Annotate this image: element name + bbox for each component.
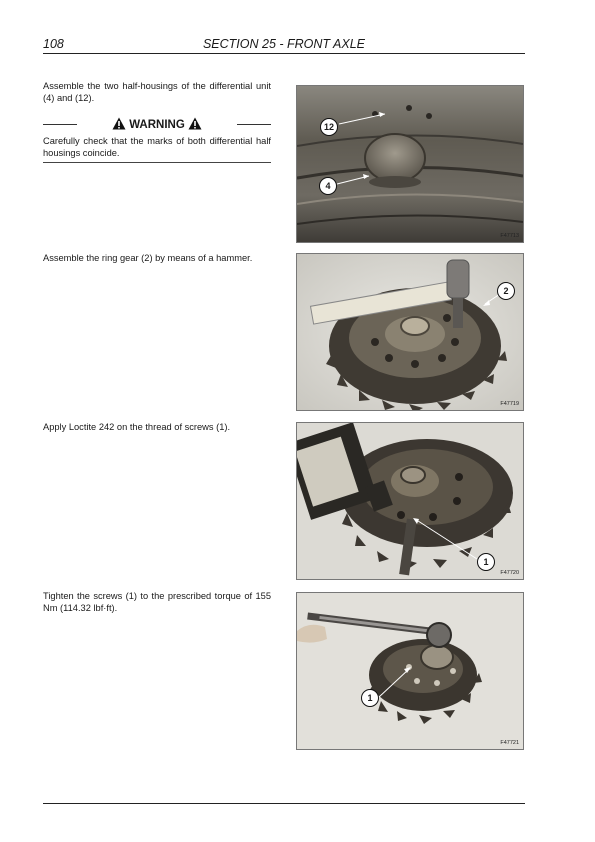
- step-3-text: Apply Loctite 242 on the thread of screws (1).: [43, 422, 231, 432]
- callout-2: 2: [497, 282, 515, 300]
- step-1-text: Assemble the two half-housings of the differential unit (4) and (12).: [43, 81, 271, 103]
- footer-rule: [43, 803, 525, 804]
- page-header: [43, 37, 525, 53]
- warning-rule-right: [237, 124, 271, 125]
- header-rule: [43, 53, 525, 54]
- warning-text: Carefully check that the marks of both differential half housings coincide.: [43, 136, 271, 158]
- figure-code: F47720: [500, 570, 519, 576]
- figure-2-photo: [296, 253, 524, 411]
- callout-1: 1: [477, 553, 495, 571]
- figure-4-photo: [296, 592, 524, 750]
- warning-triangle-icon: [188, 117, 202, 130]
- warning-bottom-rule: [43, 162, 271, 163]
- figure-code: F47721: [500, 740, 519, 746]
- warning-label: WARNING: [129, 119, 185, 131]
- figure-code: F47713: [500, 233, 519, 239]
- warning-triangle-icon: [112, 117, 126, 130]
- section-title: SECTION 25 - FRONT AXLE: [202, 37, 366, 51]
- page-number: 108: [43, 37, 64, 51]
- figure-3-photo: [296, 422, 524, 580]
- step-4-text: Tighten the screws (1) to the prescribed torque of 155 Nm (114.32 lbf·ft).: [43, 591, 271, 613]
- warning-header: [43, 117, 271, 133]
- step-2-text: Assemble the ring gear (2) by means of a hammer.: [43, 253, 253, 263]
- figure-code: F47719: [500, 401, 519, 407]
- callout-4: 4: [319, 177, 337, 195]
- callout-12: 12: [320, 118, 338, 136]
- warning-box: [43, 117, 271, 163]
- figure-1-photo: [296, 85, 524, 243]
- callout-1: 1: [361, 689, 379, 707]
